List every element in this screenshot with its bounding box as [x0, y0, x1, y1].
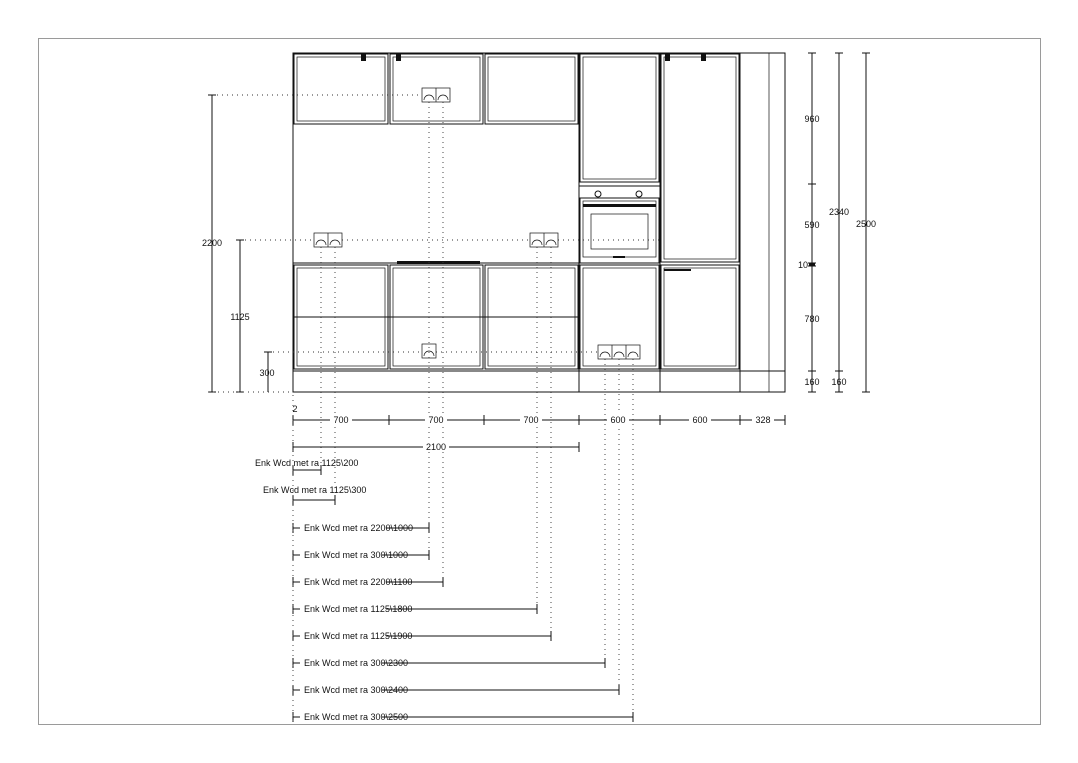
wall-cabinet-3	[485, 54, 578, 124]
socket-icon	[530, 233, 558, 247]
dim-960-label: 960	[804, 114, 820, 124]
socket-icon	[422, 344, 436, 358]
oven-knob	[595, 191, 601, 197]
dim-span-2100: 2100	[425, 442, 447, 452]
fridge-upper-door	[661, 54, 739, 262]
cooktop	[397, 261, 480, 264]
socket-label: Enk Wcd met ra 300\2500	[304, 712, 409, 722]
dim-width-2: 700	[428, 415, 444, 425]
hinge-marker	[361, 54, 366, 61]
socket-icon	[598, 345, 640, 359]
tall-unit-lower-door	[580, 265, 659, 369]
fridge-handle	[664, 269, 691, 271]
dim-width-3: 700	[523, 415, 539, 425]
dim-width-5: 600	[692, 415, 708, 425]
cabinet-elevation	[293, 53, 785, 392]
dim-300-label: 300	[259, 368, 275, 378]
socket-label: Enk Wcd met ra 1125\1800	[304, 604, 413, 614]
socket-icon	[314, 233, 342, 247]
dim-780-label: 780	[804, 314, 820, 324]
hinge-marker	[701, 54, 706, 61]
dim-2500-label: 2500	[855, 219, 877, 229]
hinge-marker	[665, 54, 670, 61]
socket-label: Enk Wcd met ra 300\2400	[304, 685, 409, 695]
fridge-lower-door	[661, 265, 739, 369]
dim-start-label: 2	[292, 404, 298, 414]
socket-label: Enk Wcd met ra 1125\1900	[304, 631, 413, 641]
dim-160-label: 160	[831, 377, 847, 387]
oven-handle	[583, 204, 656, 207]
socket-label: Enk Wcd met ra 300\2300	[304, 658, 409, 668]
dim-2340-label: 2340	[828, 207, 850, 217]
socket-label: Enk Wcd met ra 300\1000	[304, 550, 409, 560]
dim-2200-label: 2200	[201, 238, 223, 248]
socket-label: Enk Wcd met ra 2200\1100	[304, 577, 413, 587]
wall-cabinet-1	[294, 54, 388, 124]
cabinet-outline	[293, 53, 785, 392]
dim-width-4: 600	[610, 415, 626, 425]
hinge-marker	[396, 54, 401, 61]
socket-label: Enk Wcd met ra 1125\300	[263, 485, 367, 495]
socket-label: Enk Wcd met ra 1125\200	[255, 458, 359, 468]
dim-10-label: 10	[797, 260, 809, 270]
socket-icon	[422, 88, 450, 102]
oven	[580, 198, 659, 263]
oven-window	[591, 214, 648, 249]
oven-knob	[636, 191, 642, 197]
dim-width-6: 328	[755, 415, 771, 425]
dim-160-label: 160	[804, 377, 820, 387]
tall-unit-upper-door	[580, 54, 659, 182]
dim-width-1: 700	[333, 415, 349, 425]
reference-lines	[212, 95, 660, 717]
socket-label: Enk Wcd met ra 2200\1000	[304, 523, 414, 533]
dim-590-label: 590	[804, 220, 820, 230]
dim-1125-label: 1125	[230, 312, 250, 322]
wall-cabinet-2	[390, 54, 483, 124]
